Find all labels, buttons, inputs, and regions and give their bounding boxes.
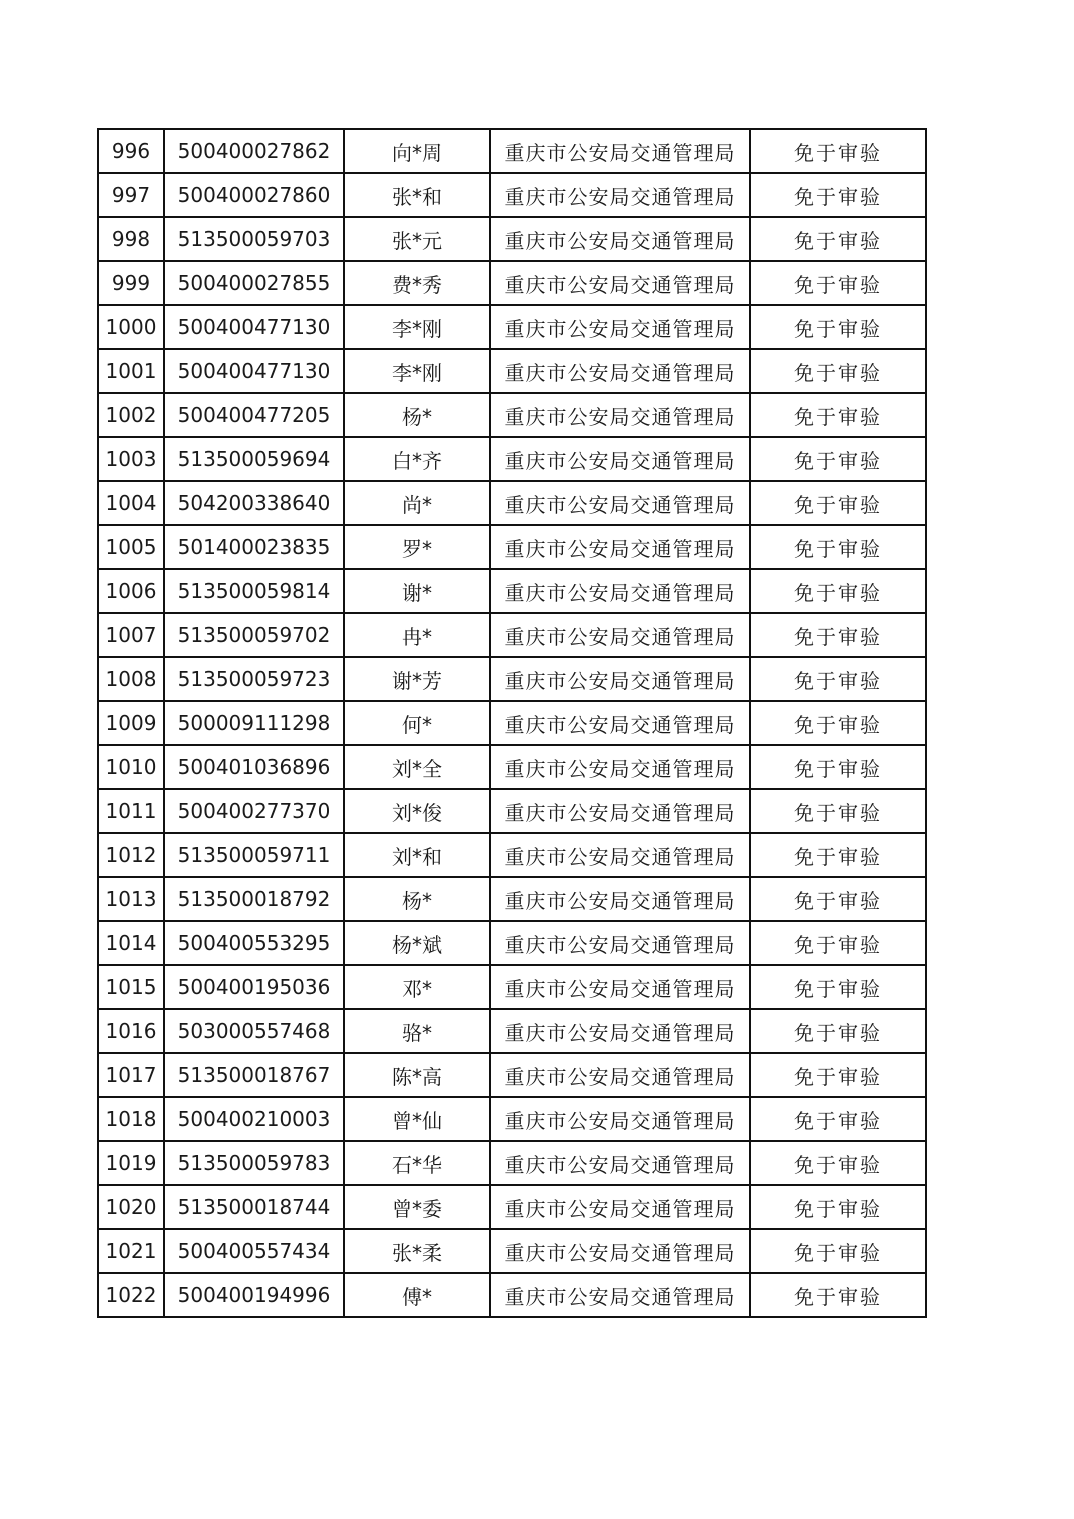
- cell-license-number: 504200338640: [164, 481, 344, 525]
- cell-license-number: 500400195036: [164, 965, 344, 1009]
- table-row: [98, 1009, 926, 1053]
- table-row: [98, 261, 926, 305]
- cell-review-result: 免于审验: [750, 1185, 926, 1229]
- cell-holder-name: 罗*: [344, 525, 490, 569]
- cell-issuing-authority: 重庆市公安局交通管理局: [490, 129, 750, 173]
- cell-license-number: 503000557468: [164, 1009, 344, 1053]
- cell-issuing-authority: 重庆市公安局交通管理局: [490, 1009, 750, 1053]
- cell-sequence-number: 1018: [98, 1097, 164, 1141]
- cell-sequence-number: 1019: [98, 1141, 164, 1185]
- cell-license-number: 513500059694: [164, 437, 344, 481]
- cell-sequence-number: 1007: [98, 613, 164, 657]
- cell-issuing-authority: 重庆市公安局交通管理局: [490, 525, 750, 569]
- cell-sequence-number: 1015: [98, 965, 164, 1009]
- cell-license-number: 513500059703: [164, 217, 344, 261]
- cell-sequence-number: 1014: [98, 921, 164, 965]
- table-row: [98, 789, 926, 833]
- cell-holder-name: 曾*仙: [344, 1097, 490, 1141]
- cell-license-number: 500400477130: [164, 349, 344, 393]
- cell-holder-name: 杨*: [344, 877, 490, 921]
- cell-sequence-number: 998: [98, 217, 164, 261]
- cell-issuing-authority: 重庆市公安局交通管理局: [490, 217, 750, 261]
- table-row: [98, 525, 926, 569]
- cell-review-result: 免于审验: [750, 833, 926, 877]
- cell-holder-name: 杨*斌: [344, 921, 490, 965]
- cell-issuing-authority: 重庆市公安局交通管理局: [490, 305, 750, 349]
- cell-license-number: 500400277370: [164, 789, 344, 833]
- cell-license-number: 500400194996: [164, 1273, 344, 1317]
- cell-review-result: 免于审验: [750, 1141, 926, 1185]
- cell-review-result: 免于审验: [750, 965, 926, 1009]
- cell-sequence-number: 1022: [98, 1273, 164, 1317]
- table-row: [98, 1229, 926, 1273]
- cell-holder-name: 陈*高: [344, 1053, 490, 1097]
- cell-issuing-authority: 重庆市公安局交通管理局: [490, 701, 750, 745]
- cell-review-result: 免于审验: [750, 525, 926, 569]
- table-body: [98, 129, 926, 1317]
- cell-review-result: 免于审验: [750, 745, 926, 789]
- cell-sequence-number: 1005: [98, 525, 164, 569]
- cell-issuing-authority: 重庆市公安局交通管理局: [490, 921, 750, 965]
- table-row: [98, 173, 926, 217]
- table-row: [98, 437, 926, 481]
- cell-review-result: 免于审验: [750, 569, 926, 613]
- cell-sequence-number: 1013: [98, 877, 164, 921]
- cell-review-result: 免于审验: [750, 1053, 926, 1097]
- cell-holder-name: 张*柔: [344, 1229, 490, 1273]
- cell-review-result: 免于审验: [750, 393, 926, 437]
- table-row: [98, 745, 926, 789]
- cell-holder-name: 刘*俊: [344, 789, 490, 833]
- cell-holder-name: 费*秀: [344, 261, 490, 305]
- cell-license-number: 500400553295: [164, 921, 344, 965]
- cell-issuing-authority: 重庆市公安局交通管理局: [490, 965, 750, 1009]
- cell-review-result: 免于审验: [750, 1097, 926, 1141]
- cell-issuing-authority: 重庆市公安局交通管理局: [490, 1273, 750, 1317]
- cell-review-result: 免于审验: [750, 657, 926, 701]
- cell-sequence-number: 999: [98, 261, 164, 305]
- cell-holder-name: 李*刚: [344, 305, 490, 349]
- license-review-table: [97, 128, 927, 1318]
- cell-sequence-number: 996: [98, 129, 164, 173]
- cell-license-number: 500400210003: [164, 1097, 344, 1141]
- cell-license-number: 500400027860: [164, 173, 344, 217]
- table-row: [98, 965, 926, 1009]
- cell-review-result: 免于审验: [750, 877, 926, 921]
- cell-holder-name: 杨*: [344, 393, 490, 437]
- cell-issuing-authority: 重庆市公安局交通管理局: [490, 1097, 750, 1141]
- cell-holder-name: 刘*和: [344, 833, 490, 877]
- cell-license-number: 500009111298: [164, 701, 344, 745]
- cell-holder-name: 石*华: [344, 1141, 490, 1185]
- cell-issuing-authority: 重庆市公安局交通管理局: [490, 1141, 750, 1185]
- table-row: [98, 349, 926, 393]
- cell-issuing-authority: 重庆市公安局交通管理局: [490, 173, 750, 217]
- cell-license-number: 501400023835: [164, 525, 344, 569]
- cell-license-number: 500401036896: [164, 745, 344, 789]
- cell-issuing-authority: 重庆市公安局交通管理局: [490, 789, 750, 833]
- cell-issuing-authority: 重庆市公安局交通管理局: [490, 481, 750, 525]
- cell-license-number: 513500059711: [164, 833, 344, 877]
- cell-review-result: 免于审验: [750, 349, 926, 393]
- table-row: [98, 305, 926, 349]
- cell-sequence-number: 997: [98, 173, 164, 217]
- cell-sequence-number: 1016: [98, 1009, 164, 1053]
- cell-sequence-number: 1020: [98, 1185, 164, 1229]
- cell-holder-name: 张*和: [344, 173, 490, 217]
- cell-license-number: 513500059723: [164, 657, 344, 701]
- cell-review-result: 免于审验: [750, 305, 926, 349]
- table-row: [98, 657, 926, 701]
- cell-issuing-authority: 重庆市公安局交通管理局: [490, 1053, 750, 1097]
- cell-holder-name: 刘*全: [344, 745, 490, 789]
- cell-issuing-authority: 重庆市公安局交通管理局: [490, 261, 750, 305]
- cell-sequence-number: 1008: [98, 657, 164, 701]
- cell-review-result: 免于审验: [750, 701, 926, 745]
- cell-review-result: 免于审验: [750, 613, 926, 657]
- table-row: [98, 1053, 926, 1097]
- cell-sequence-number: 1012: [98, 833, 164, 877]
- cell-issuing-authority: 重庆市公安局交通管理局: [490, 833, 750, 877]
- cell-issuing-authority: 重庆市公安局交通管理局: [490, 1185, 750, 1229]
- cell-issuing-authority: 重庆市公安局交通管理局: [490, 349, 750, 393]
- cell-sequence-number: 1004: [98, 481, 164, 525]
- cell-sequence-number: 1009: [98, 701, 164, 745]
- cell-license-number: 513500018792: [164, 877, 344, 921]
- cell-review-result: 免于审验: [750, 437, 926, 481]
- table-row: [98, 833, 926, 877]
- table-row: [98, 921, 926, 965]
- cell-review-result: 免于审验: [750, 1273, 926, 1317]
- cell-review-result: 免于审验: [750, 261, 926, 305]
- cell-sequence-number: 1021: [98, 1229, 164, 1273]
- table-row: [98, 701, 926, 745]
- cell-sequence-number: 1006: [98, 569, 164, 613]
- cell-review-result: 免于审验: [750, 1229, 926, 1273]
- cell-review-result: 免于审验: [750, 481, 926, 525]
- cell-license-number: 500400027862: [164, 129, 344, 173]
- cell-sequence-number: 1010: [98, 745, 164, 789]
- cell-review-result: 免于审验: [750, 217, 926, 261]
- cell-holder-name: 骆*: [344, 1009, 490, 1053]
- table-row: [98, 613, 926, 657]
- cell-holder-name: 邓*: [344, 965, 490, 1009]
- cell-sequence-number: 1011: [98, 789, 164, 833]
- cell-issuing-authority: 重庆市公安局交通管理局: [490, 613, 750, 657]
- cell-review-result: 免于审验: [750, 173, 926, 217]
- table-row: [98, 1097, 926, 1141]
- table-row: [98, 393, 926, 437]
- cell-holder-name: 张*元: [344, 217, 490, 261]
- cell-holder-name: 谢*: [344, 569, 490, 613]
- cell-sequence-number: 1002: [98, 393, 164, 437]
- cell-holder-name: 何*: [344, 701, 490, 745]
- cell-holder-name: 冉*: [344, 613, 490, 657]
- cell-review-result: 免于审验: [750, 129, 926, 173]
- cell-holder-name: 曾*委: [344, 1185, 490, 1229]
- table-row: [98, 129, 926, 173]
- cell-sequence-number: 1000: [98, 305, 164, 349]
- cell-holder-name: 傅*: [344, 1273, 490, 1317]
- table-row: [98, 569, 926, 613]
- cell-license-number: 500400027855: [164, 261, 344, 305]
- cell-sequence-number: 1017: [98, 1053, 164, 1097]
- cell-review-result: 免于审验: [750, 789, 926, 833]
- cell-license-number: 500400477130: [164, 305, 344, 349]
- cell-license-number: 513500059783: [164, 1141, 344, 1185]
- table-row: [98, 877, 926, 921]
- cell-license-number: 513500059814: [164, 569, 344, 613]
- cell-license-number: 513500059702: [164, 613, 344, 657]
- document-table-container: [97, 128, 927, 1318]
- table-row: [98, 481, 926, 525]
- cell-license-number: 513500018767: [164, 1053, 344, 1097]
- table-row: [98, 217, 926, 261]
- cell-issuing-authority: 重庆市公安局交通管理局: [490, 437, 750, 481]
- cell-issuing-authority: 重庆市公安局交通管理局: [490, 745, 750, 789]
- cell-holder-name: 李*刚: [344, 349, 490, 393]
- cell-issuing-authority: 重庆市公安局交通管理局: [490, 1229, 750, 1273]
- table-row: [98, 1273, 926, 1317]
- cell-holder-name: 向*周: [344, 129, 490, 173]
- cell-issuing-authority: 重庆市公安局交通管理局: [490, 877, 750, 921]
- cell-sequence-number: 1003: [98, 437, 164, 481]
- cell-issuing-authority: 重庆市公安局交通管理局: [490, 657, 750, 701]
- table-row: [98, 1141, 926, 1185]
- cell-sequence-number: 1001: [98, 349, 164, 393]
- cell-license-number: 513500018744: [164, 1185, 344, 1229]
- table-row: [98, 1185, 926, 1229]
- cell-holder-name: 尚*: [344, 481, 490, 525]
- cell-issuing-authority: 重庆市公安局交通管理局: [490, 569, 750, 613]
- cell-holder-name: 谢*芳: [344, 657, 490, 701]
- cell-review-result: 免于审验: [750, 921, 926, 965]
- cell-holder-name: 白*齐: [344, 437, 490, 481]
- cell-review-result: 免于审验: [750, 1009, 926, 1053]
- cell-license-number: 500400477205: [164, 393, 344, 437]
- cell-issuing-authority: 重庆市公安局交通管理局: [490, 393, 750, 437]
- cell-license-number: 500400557434: [164, 1229, 344, 1273]
